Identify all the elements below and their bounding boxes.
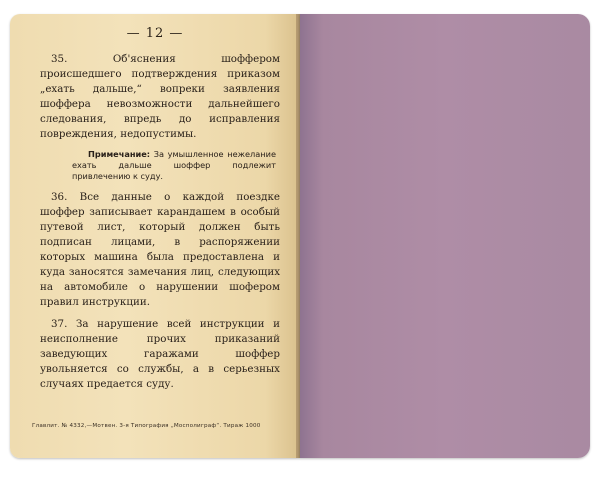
footnote — [72, 149, 276, 182]
printer-imprint: Главлит. № 4332,—Мотвен. 3-я Типография „Мосполиграф“. Тираж 1000 — [32, 423, 261, 429]
right-page-cover — [300, 14, 590, 458]
paragraph-36: 36. Все данные о каждой поездке шоффер записывает карандашем в особый путевой лист, который должен быть подписан лицами, в распоряжении которых машина была предоставлена и куда заносятся замечания лиц, следующих на автомобиле о нарушении шофером правил инструкции. — [40, 191, 280, 308]
note-text: За умышленное нежелание ехать дальше шоффер подлежит привлечению к суду. — [72, 149, 276, 181]
note-label: Примечание: — [88, 149, 151, 159]
page-text — [40, 52, 280, 399]
page-number: — 12 — — [126, 26, 184, 41]
paragraph-37: 37. За нарушение всей инструкции и неисполнение прочих приказаний заведующих гаражами шоффер увольняется со службы, а в серьезных случаях предается суду. — [40, 318, 280, 390]
paragraph-35: 35. Об'яснения шоффером происшедшего подтверждения приказом „ехать дальше,“ вопреки заявления шоффера невозможности дальнейшего следования, впредь до исправления повреждения, недопустимы. — [40, 53, 280, 140]
left-page — [10, 14, 300, 458]
open-booklet — [10, 14, 590, 458]
